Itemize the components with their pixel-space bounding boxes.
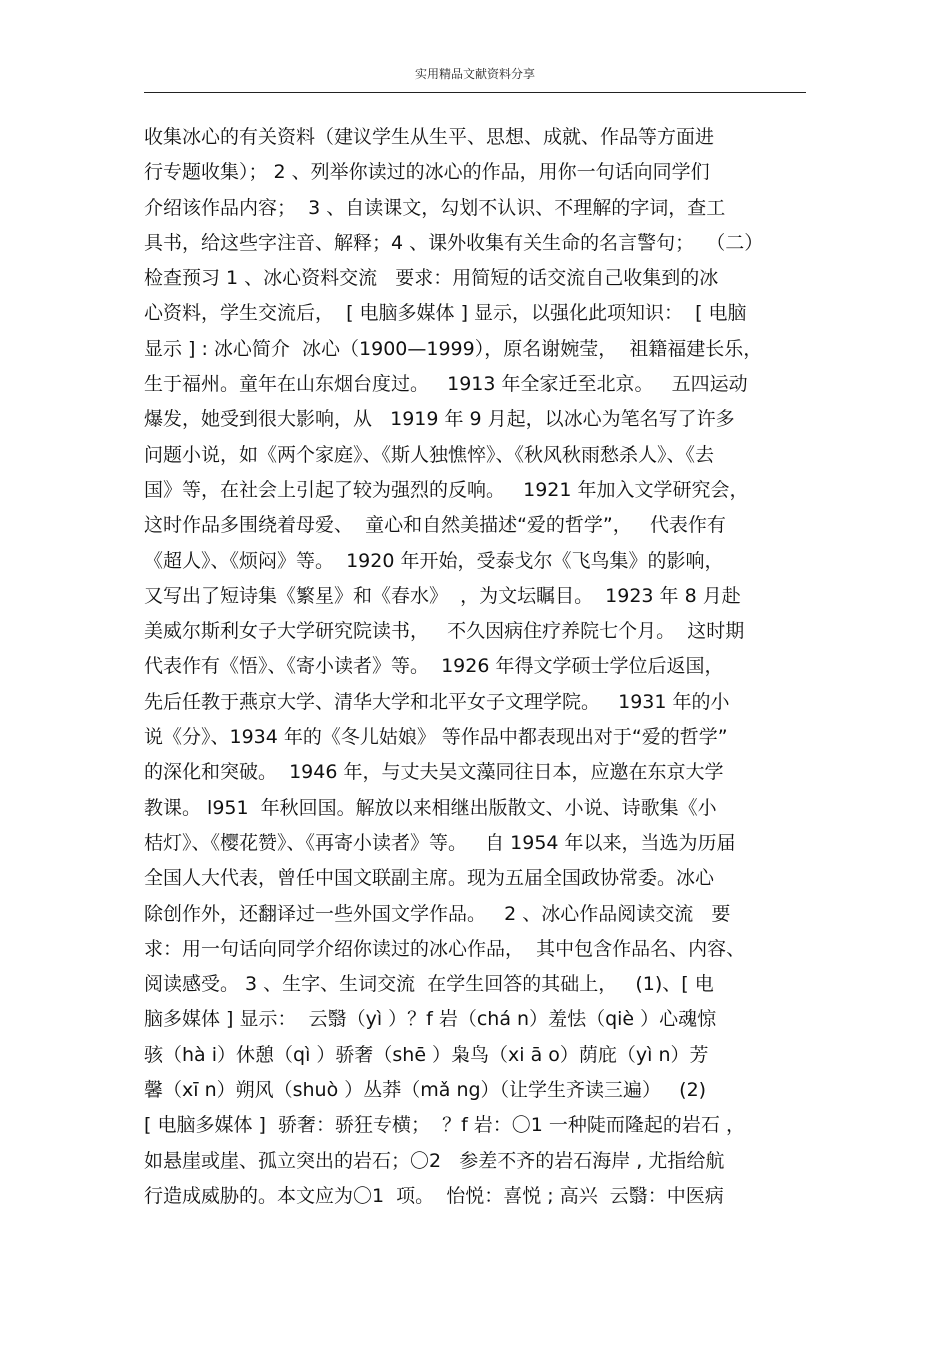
text-line: 国》等，在社会上引起了较为强烈的反响。 1921 年加入文学研究会， [144, 478, 749, 501]
text-line: 检查预习 1 、冰心资料交流 要求：用简短的话交流自己收集到的冰 [144, 267, 719, 290]
text-line: 爆发，她受到很大影响，从 1919 年 9 月起，以冰心为笔名写了许多 [144, 408, 735, 431]
text-line: 求：用一句话向同学介绍你读过的冰心作品， 其中包含作品名、内容、 [144, 937, 746, 960]
page-header: 实用精品文献资料分享 [144, 66, 806, 93]
text-line: 行专题收集）； 2 、列举你读过的冰心的作品，用你一句话向同学们 [144, 161, 710, 184]
text-line: 阅读感受。 3 、生字、生词交流 在学生回答的其础上， (1)、[ 电 [144, 973, 714, 996]
text-line: 除创作外，还翻译过一些外国文学作品。 2 、冰心作品阅读交流 要 [144, 902, 731, 925]
text-line: 心资料，学生交流后， [ 电脑多媒体 ] 显示，以强化此项知识： [ 电脑 [144, 302, 747, 325]
text-line: 生于福州。童年在山东烟台度过。 1913 年全家迁至北京。 五四运动 [144, 373, 748, 396]
text-line: 代表作有《悟》、《寄小读者》等。 1926 年得文学硕士学位后返国， [144, 655, 724, 678]
text-line: 问题小说，如《两个家庭》、《斯人独憔悴》、《秋风秋雨愁杀人》、《去 [144, 443, 715, 466]
text-line: 这时作品多围绕着母爱、 童心和自然美描述“爱的哲学”， 代表作有 [144, 514, 726, 537]
text-line: 教课。 l951 年秋回国。解放以来相继出版散文、小说、诗歌集《小 [144, 796, 717, 819]
body-text [144, 120, 814, 1214]
text-line: 具书，给这些字注音、解释；4 、课外收集有关生命的名言警句； （二） [144, 231, 764, 254]
text-line: 全国人大代表，曾任中国文联副主席。现为五届全国政协常委。冰心 [144, 867, 715, 890]
text-line: 收集冰心的有关资料（建议学生从生平、思想、成就、作品等方面进 [144, 126, 715, 148]
text-line: 介绍该作品内容； 3 、自读课文，勾划不认识、不理解的字词，查工 [144, 196, 726, 219]
text-line: 行造成威胁的。本文应为〇1 项。 怡悦：喜悦 ; 高兴 云翳：中医病 [144, 1184, 724, 1207]
text-line: 说《分》、1934 年的《冬儿姑娘》 等作品中都表现出对于“爱的哲学” [144, 726, 728, 749]
text-line: 馨（xī n）朔风（shuò ）丛莽（mǎ ng）（让学生齐读三遍） (2) [144, 1079, 707, 1102]
text-line: 美威尔斯利女子大学研究院读书， 不久因病住疗养院七个月。 这时期 [144, 620, 745, 643]
text-line: 显示 ] : 冰心简介 冰心（1900—1999），原名谢婉莹， 祖籍福建长乐， [144, 337, 763, 360]
text-line: 如悬崖或崖、孤立突出的岩石；〇2 参差不齐的岩石海岸 , 尤指给航 [144, 1149, 725, 1172]
text-line: 的深化和突破。 1946 年，与丈夫吴文藻同往日本，应邀在东京大学 [144, 761, 724, 784]
text-line: 骇（hà i）休憩（qì ）骄奢（shē ）枭鸟（xi ā o）荫庇（yì n）芳 [144, 1043, 709, 1066]
text-line: 桔灯》、《樱花赞》、《再寄小读者》等。 自 1954 年以来，当选为历届 [144, 831, 736, 854]
text-line: 《超人》、《烦闷》等。 1920 年开始，受泰戈尔《飞鸟集》的影响， [144, 549, 724, 572]
text-line: [ 电脑多媒体 ] 骄奢：骄狂专横； ？f 岩：〇1 一种陡而隆起的岩石 ， [144, 1114, 745, 1137]
text-line: 先后任教于燕京大学、清华大学和北平女子文理学院。 1931 年的小 [144, 690, 730, 713]
text-line: 又写出了短诗集《繁星》和《春水》 ，为文坛瞩目。 1923 年 8 月赴 [144, 584, 741, 607]
text-line: 脑多媒体 ] 显示： 云翳（yì ）？f 岩（chá n）羞怯（qiè ）心魂惊 [144, 1008, 717, 1031]
